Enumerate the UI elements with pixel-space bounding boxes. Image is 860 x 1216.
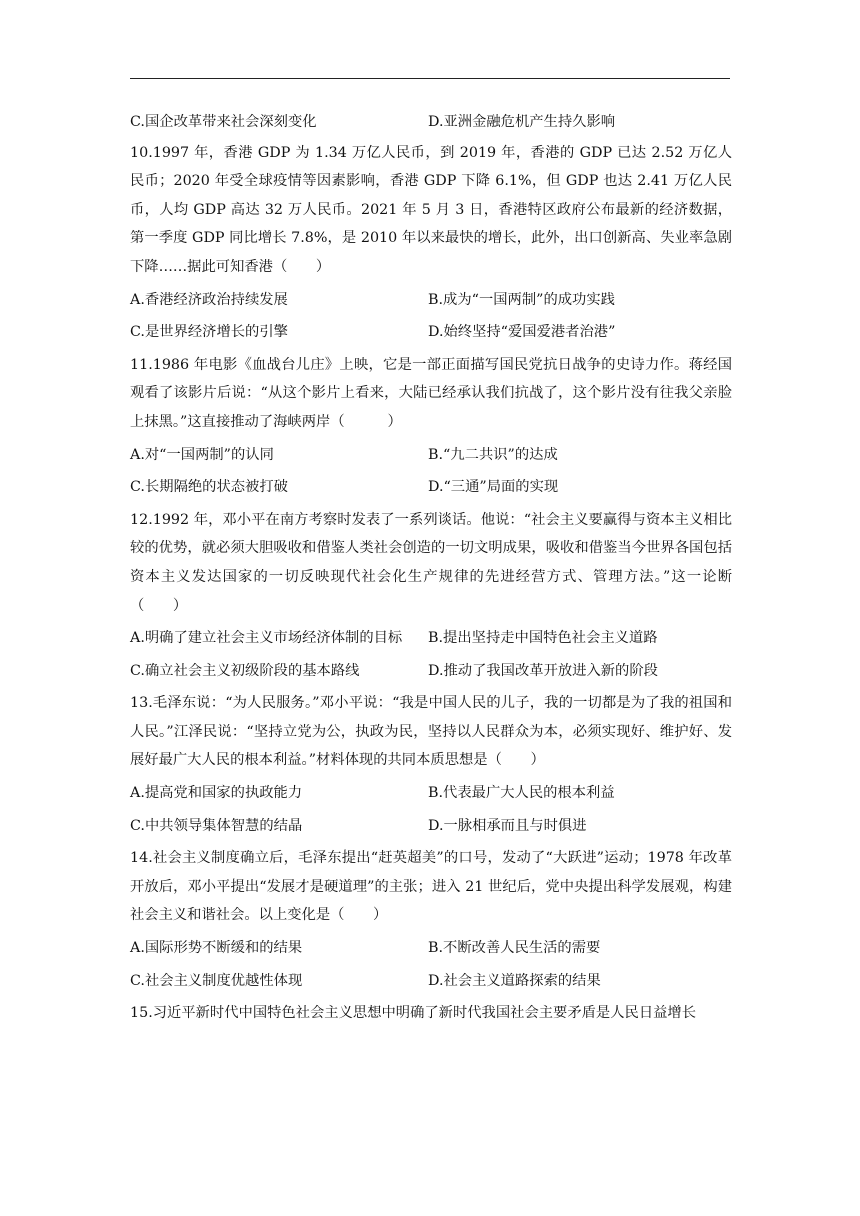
option-b[interactable]: B.提出坚持走中国特色社会主义道路 — [428, 630, 658, 647]
option-c[interactable]: C.是世界经济增长的引擎 — [130, 324, 288, 341]
option-a[interactable]: A.提高党和国家的执政能力 — [130, 785, 303, 802]
options-q9-continued — [130, 108, 732, 137]
option-a[interactable]: A.明确了建立社会主义市场经济体制的目标 — [130, 630, 403, 647]
options-q13-row2 — [130, 812, 732, 841]
question-12-stem: 12.1992 年，邓小平在南方考察时发表了一系列谈话。他说：“社会主义要赢得与资本主义相比较的优势，就必须大胆吸收和借鉴人类社会创造的一切文明成果，吸收和借鉴当今世界各国包括资本主义发达国家的一切反映现代社会化生产规律的先进经营方式、管理方法。”这一论断（ ） — [130, 511, 732, 614]
option-d[interactable]: D.推动了我国改革开放进入新的阶段 — [428, 662, 658, 679]
options-q10-row1 — [130, 286, 732, 315]
option-b[interactable]: B.代表最广大人民的根本利益 — [428, 785, 615, 802]
question-10-stem: 10.1997 年，香港 GDP 为 1.34 万亿人民币，到 2019 年，香港的 GDP 已达 2.52 万亿人民币；2020 年受全球疫情等因素影响，香港 GDP 下降 6.1%，但 GDP 也达 2.41 万亿人民币，人均 GDP 高达 32 万人民币。2021 年 5 月 3 日，香港特区政府公布最新的经济数据，第一季度 GDP 同比增长 7.8%，是 2010 年以来最快的增长，此外，出口创新高、失业率急剧下降……据此可知香港（ ） — [130, 144, 732, 275]
option-b[interactable]: B.不断改善人民生活的需要 — [428, 940, 601, 957]
options-q10-row2 — [130, 318, 732, 347]
header-rule — [130, 78, 730, 79]
question-11-stem: 11.1986 年电影《血战台儿庄》上映，它是一部正面描写国民党抗日战争的史诗力作。蒋经国观看了该影片后说：“从这个影片上看来，大陆已经承认我们抗战了，这个影片没有往我父亲脸上抹黑。”这直接推动了海峡两岸（ ） — [130, 356, 732, 430]
option-a[interactable]: A.对“一国两制”的认同 — [130, 446, 274, 463]
options-q12-row2 — [130, 657, 732, 686]
option-c[interactable]: C.长期隔绝的状态被打破 — [130, 479, 288, 496]
option-d[interactable]: D.始终坚持“爱国爱港者治港” — [428, 324, 616, 341]
option-c[interactable]: C.中共领导集体智慧的结晶 — [130, 817, 303, 834]
option-c[interactable]: C.社会主义制度优越性体现 — [130, 972, 303, 989]
option-a[interactable]: A.国际形势不断缓和的结果 — [130, 940, 303, 957]
options-q13-row1 — [130, 779, 732, 808]
option-d[interactable]: D.社会主义道路探索的结果 — [428, 972, 601, 989]
option-d[interactable]: D.“三通”局面的实现 — [428, 479, 559, 496]
option-d[interactable]: D.一脉相承而且与时俱进 — [428, 817, 587, 834]
option-d[interactable]: D.亚洲金融危机产生持久影响 — [428, 114, 616, 130]
option-b[interactable]: B.成为“一国两制”的成功实践 — [428, 291, 615, 308]
exam-page-content — [130, 108, 732, 1032]
question-13-stem: 13.毛泽东说：“为人民服务。”邓小平说：“我是中国人民的儿子，我的一切都是为了我的祖国和人民。”江泽民说：“坚持立党为公，执政为民，坚持以人民群众为本，必须实现好、维护好、发展好最广大人民的根本利益。”材料体现的共同本质思想是（ ） — [130, 695, 732, 769]
option-a[interactable]: A.香港经济政治持续发展 — [130, 291, 288, 308]
question-14-stem: 14.社会主义制度确立后，毛泽东提出“赶英超美”的口号，发动了“大跃进”运动；1978 年改革开放后，邓小平提出“发展才是硬道理”的主张；进入 21 世纪后，党中央提出科学发展观，构建社会主义和谐社会。以上变化是（ ） — [130, 850, 732, 924]
options-q14-row2 — [130, 967, 732, 996]
option-b[interactable]: B.“九二共识”的达成 — [428, 446, 558, 463]
options-q11-row2 — [130, 473, 732, 502]
options-q12-row1 — [130, 624, 732, 653]
options-q14-row1 — [130, 934, 732, 963]
question-15-stem: 15.习近平新时代中国特色社会主义思想中明确了新时代我国社会主要矛盾是人民日益增长 — [130, 1005, 697, 1022]
options-q11-row1 — [130, 441, 732, 470]
option-c[interactable]: C.确立社会主义初级阶段的基本路线 — [130, 662, 360, 679]
option-c[interactable]: C.国企改革带来社会深刻变化 — [130, 114, 317, 130]
